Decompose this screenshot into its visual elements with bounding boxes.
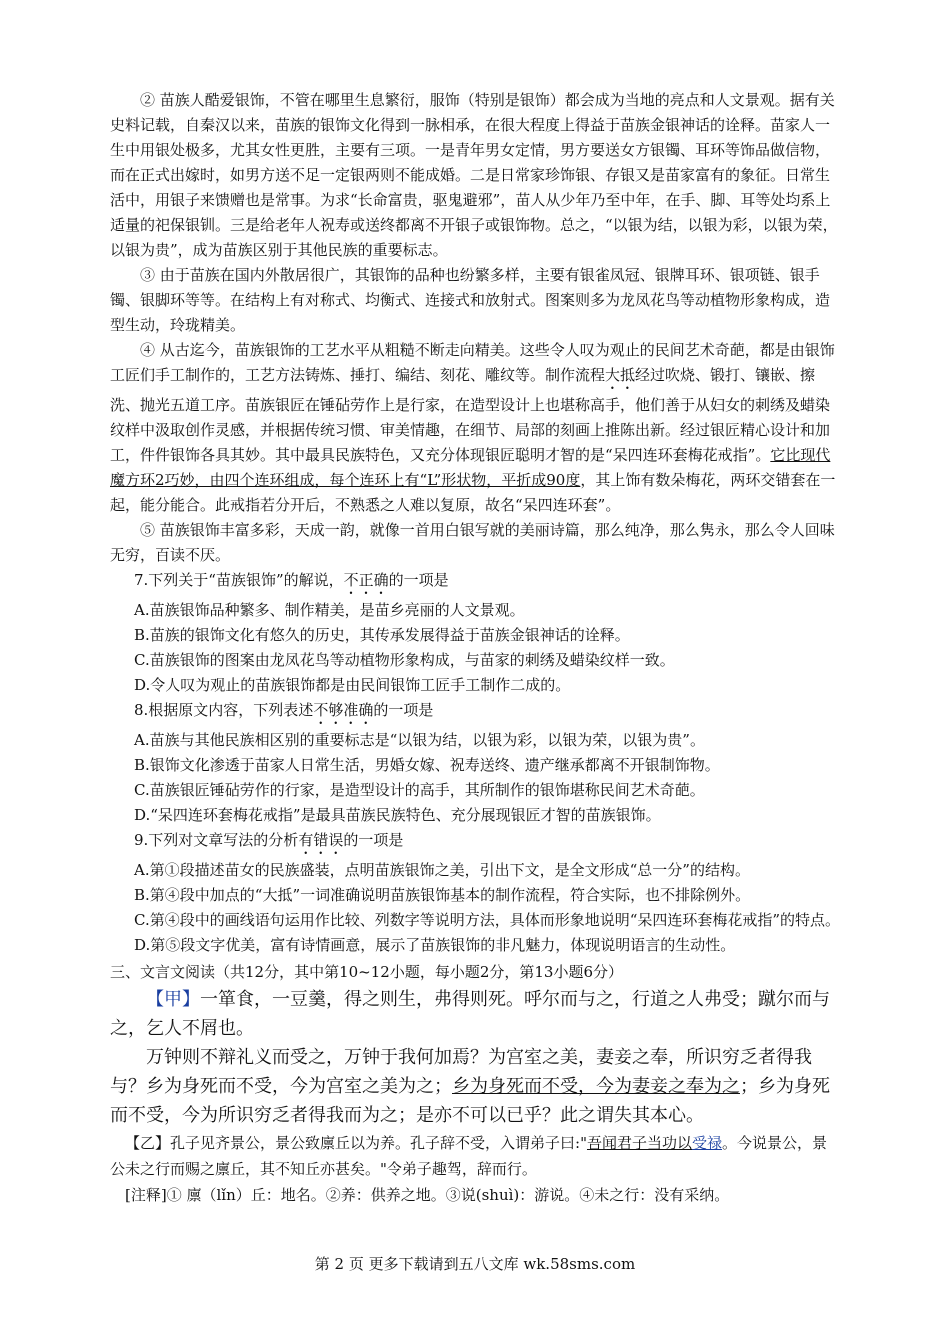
option-c: C.第④段中的画线语句运用作比较、列数字等说明方法，具体而形象地说明“呆四连环套梅花戒指”的特点。 xyxy=(134,911,841,929)
jia-label: 【甲】 xyxy=(146,989,200,1010)
stem-text: 9.下列对文章写法的分析 xyxy=(134,831,299,849)
yi-paragraph xyxy=(110,1130,842,1182)
stem-text-end: 的一项是 xyxy=(373,701,434,719)
question-stem xyxy=(110,568,842,598)
stem-emphasis: 不正确 xyxy=(343,571,389,589)
paragraph-4-part-c: ，其上饰有数朵梅花，两环交错套在一起，能分能合。此戒指若分开后，不熟悉之人难以复原，故名“呆四连环套”。 xyxy=(110,471,836,514)
jia-text-2a: 万钟则不辩礼义而受之，万钟于我何加焉？为宫室之美，妻妾之奉，所识穷乏者得我与？乡为身死而不受，今为宫室之美为之； xyxy=(110,1047,812,1097)
page-footer: 第 2 页 更多下载请到五八文库 wk.58sms.com xyxy=(314,1255,636,1273)
option-b: B.苗族的银饰文化有悠久的历史，其传承发展得益于苗族金银神话的诠释。 xyxy=(134,626,630,644)
yi-text-b: 。今说景公，景公未之行而赐之廪丘，其不知丘亦甚矣。"令弟子趣驾，辞而行。 xyxy=(110,1134,828,1178)
yi-text-a: 孔子见齐景公，景公致廪丘以为养。孔子辞不受，入谓弟子曰:" xyxy=(170,1134,587,1152)
paragraph-5: ⑤ 苗族银饰丰富多彩，天成一韵，就像一首用白银写就的美丽诗篇，那么纯净，那么隽永，那么令人回味无穷，百读不厌。 xyxy=(110,521,835,564)
yi-underlined-1: 吾闻君子当功以 xyxy=(586,1134,692,1152)
jia-text-2b: ；乡为身死而不受，今为所识穷乏者得我而为之；是亦不可以已乎？此之谓失其本心。 xyxy=(110,1076,830,1126)
paragraph-2: ② 苗族人酷爱银饰，不管在哪里生息繁衍，服饰（特别是银饰）都会成为当地的亮点和人文景观。据有关史料记载，自秦汉以来，苗族的银饰文化得到一脉相承，在很大程度上得益于苗族金银神话的诠释。苗家人一生中用银处极多，尤其女性更胜，主要有三项。一是青年男女定情，男方要送女方银镯、耳环等饰品做信物，而在正式出嫁时，如男方送不足一定银两则不能成婚。二是日常家珍饰银、存银又是苗家富有的象征。日常生活中，用银子来馈赠也是常事。为求“长命富贵，驱鬼避邪”，苗人从少年乃至中年，在手、脚、耳等处均系上适量的祀保银钏。三是给老年人祝寿或送终都离不开银子或银饰物。总之，“以银为结，以银为彩，以银为荣，以银为贵”，成为苗族区别于其他民族的重要标志。 xyxy=(110,91,838,259)
paragraph-4 xyxy=(110,338,842,518)
question-8 xyxy=(110,698,842,828)
jia-underlined: 乡为身死而不受，今为妻妾之奉为之 xyxy=(452,1076,740,1097)
question-7 xyxy=(110,568,842,698)
question-stem xyxy=(110,698,842,728)
stem-emphasis: 不够准确 xyxy=(313,701,374,719)
jia-text-1: 一箪食，一豆羹，得之则生，弗得则死。呼尔而与之，行道之人弗受；蹴尔而与之，乞人不屑也。 xyxy=(110,989,830,1039)
option-c: C.苗族银匠锤砧劳作的行家，是造型设计的高手，其所制作的银饰堪称民间艺术奇葩。 xyxy=(134,781,705,799)
paragraph-4-part-a: ④ 从古迄今，苗族银饰的工艺水平从粗糙不断走向精美。这些令人叹为观止的民间艺术奇葩，都是由银饰工匠们手工制作的，工艺方法铸炼、捶打、编结、刻花、雕纹等。制作流程 xyxy=(110,341,835,384)
stem-text: 7.下列关于“苗族银饰”的解说， xyxy=(134,571,344,589)
document-page xyxy=(110,88,842,1208)
underlined-sentence: 它比现代魔方环2巧妙，由四个连环组成，每个连环上有“L”形状物，平折成90度 xyxy=(110,446,831,489)
yi-underlined-2: 受禄 xyxy=(692,1134,723,1152)
yi-label: 【乙】 xyxy=(125,1134,171,1152)
option-c: C.苗族银饰的图案由龙凤花鸟等动植物形象构成，与苗家的刺绣及蜡染纹样一致。 xyxy=(134,651,675,669)
option-d: D.“呆四连环套梅花戒指”是最具苗族民族特色、充分展现银匠才智的苗族银饰。 xyxy=(134,806,661,824)
option-a: A.第①段描述苗女的民族盛装，点明苗族银饰之美，引出下文，是全文形成“总一分”的结构。 xyxy=(134,861,750,879)
jia-paragraph-2 xyxy=(110,1043,842,1130)
question-9 xyxy=(110,828,842,958)
question-stem xyxy=(110,828,842,858)
option-d: D.第⑤段文字优美，富有诗情画意，展示了苗族银饰的非凡魅力，体现说明语言的生动性。 xyxy=(134,936,736,954)
option-d: D.令人叹为观止的苗族银饰都是由民间银饰工匠手工制作二成的。 xyxy=(134,676,571,694)
emphasis-dot-word: 大抵 xyxy=(605,366,636,384)
stem-emphasis: 有错误 xyxy=(298,831,344,849)
stem-text: 8.根据原文内容，下列表述 xyxy=(134,701,314,719)
jia-paragraph-1 xyxy=(110,985,842,1043)
option-b: B.银饰文化渗透于苗家人日常生活，男婚女嫁、祝寿送终、遗产继承都离不开银制饰物。 xyxy=(134,756,720,774)
option-b: B.第④段中加点的“大抵”一词准确说明苗族银饰基本的制作流程，符合实际，也不排除例外。 xyxy=(134,886,751,904)
stem-text-end: 的一项是 xyxy=(343,831,404,849)
stem-text-end: 的一项是 xyxy=(388,571,449,589)
section-3-heading: 三、文言文阅读（共12分，其中第10~12小题，每小题2分，第13小题6分） xyxy=(110,963,624,981)
paragraph-3: ③ 由于苗族在国内外散居很广，其银饰的品种也纷繁多样，主要有银雀凤冠、银牌耳环、银项链、银手镯、银脚环等等。在结构上有对称式、均衡式、连接式和放射式。图案则多为龙凤花鸟等动植物形象构成，造型生动，玲珑精美。 xyxy=(110,266,831,334)
option-a: A.苗族银饰品种繁多、制作精美，是苗乡亮丽的人文景观。 xyxy=(134,601,525,619)
paragraph-4-part-b: 经过吹烧、锻打、镶嵌、擦洗、抛光五道工序。苗族银匠在锤砧劳作上是行家，在造型设计上也堪称高手，他们善于从妇女的刺绣及蜡染纹样中汲取创作灵感，并根据传统习惯、审美情趣，在细节、局部的刻画上推陈出新。经过银匠精心设计和加工，件件银饰各具其妙。其中最具民族特色，又充分体现银匠聪明才智的是“呆四连环套梅花戒指”。 xyxy=(110,366,831,464)
annotation-note: [注释]① 廪（lǐn）丘：地名。②养：供养之地。③说(shuì)：游说。④未之行：没有采纳。 xyxy=(125,1186,730,1204)
option-a: A.苗族与其他民族相区别的重要标志是“以银为结，以银为彩，以银为荣，以银为贵”。 xyxy=(134,731,705,749)
